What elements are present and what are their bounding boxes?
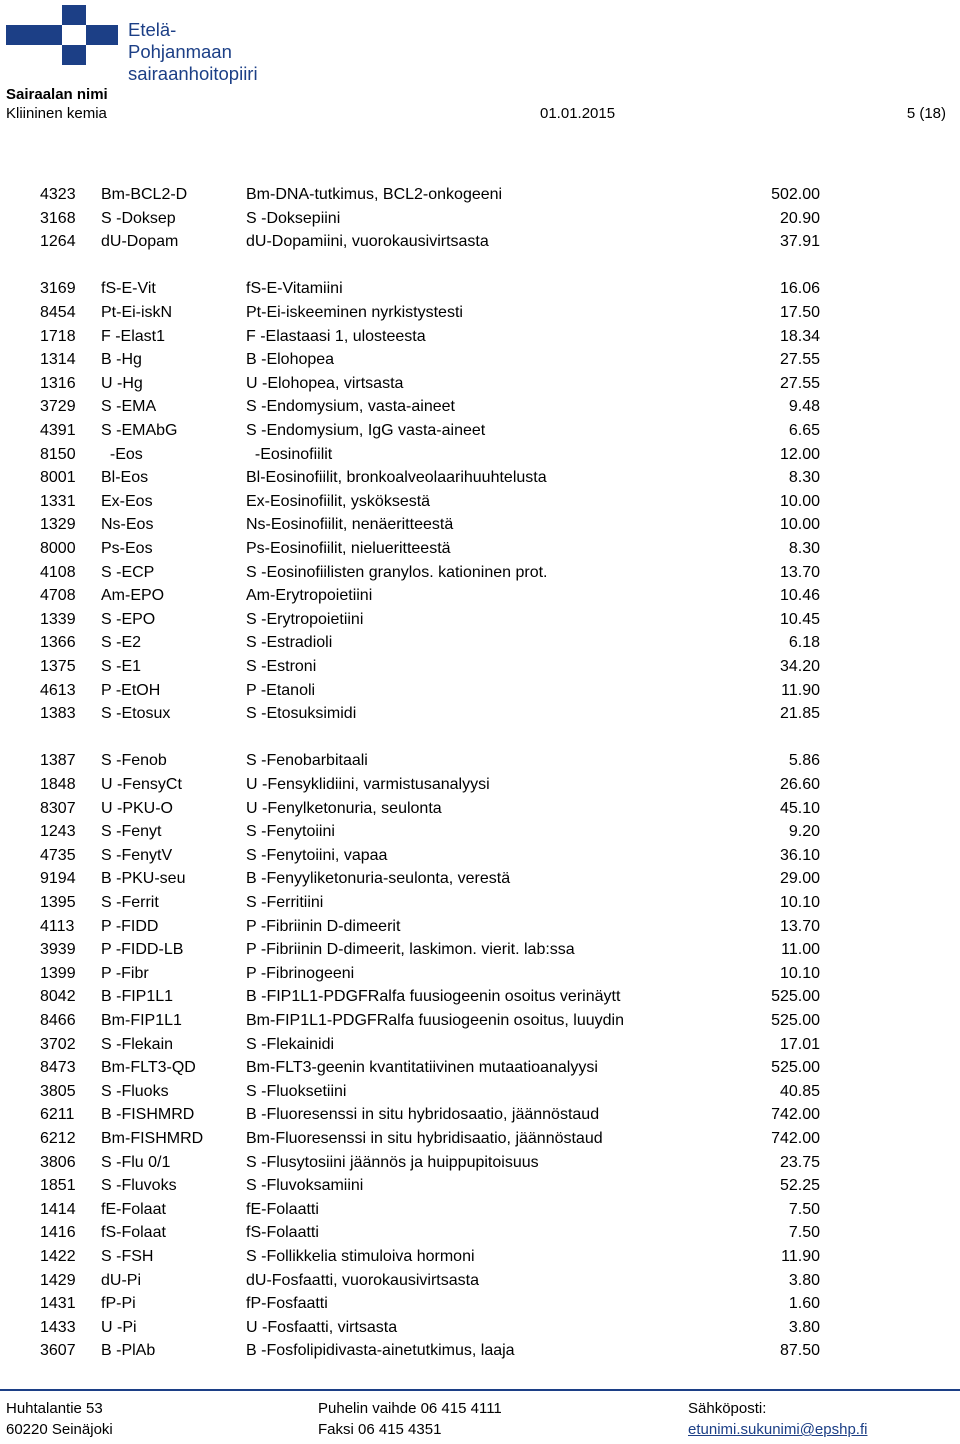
row-number: 1375 <box>40 658 76 675</box>
row-price: 6.18 <box>788 634 820 652</box>
row-number: 1366 <box>40 634 76 652</box>
row-description: B -Fosfolipidivasta-ainetutkimus, laaja <box>246 1342 515 1360</box>
row-number: 8000 <box>40 540 76 557</box>
row-number: 4735 <box>40 846 76 864</box>
row-code: S -Etosux <box>101 705 171 723</box>
row-price: 9.48 <box>788 398 820 416</box>
row-code: dU-Dopam <box>101 233 179 251</box>
row-description: U -Fosfaatti, virtsasta <box>246 1318 398 1336</box>
row-number: 8001 <box>40 469 76 487</box>
row-number: 8307 <box>40 799 76 817</box>
row-description: P -Etanoli <box>246 681 316 699</box>
row-number: 1387 <box>40 752 76 770</box>
row-description: Ps-Eosinofiilit, nielueritteestä <box>246 540 451 557</box>
row-code: B -PKU-seu <box>101 870 186 888</box>
row-description: Ns-Eosinofiilit, nenäeritteestä <box>246 516 454 534</box>
table-row <box>0 939 960 961</box>
row-description: F -Elastaasi 1, ulosteesta <box>246 327 426 345</box>
row-number: 1422 <box>40 1248 76 1265</box>
table-row <box>0 467 960 489</box>
row-code: fS-E-Vit <box>101 280 156 298</box>
row-price: 26.60 <box>779 776 820 793</box>
row-number: 8454 <box>40 304 76 321</box>
row-price: 8.30 <box>788 469 820 487</box>
row-number: 1264 <box>40 233 76 251</box>
row-number: 4613 <box>40 681 76 699</box>
row-price: 3.80 <box>788 1318 820 1336</box>
table-row <box>0 916 960 938</box>
row-price: 27.55 <box>779 351 820 369</box>
table-row <box>0 868 960 890</box>
table-row <box>0 1246 960 1268</box>
row-description: B -Elohopea <box>246 351 335 369</box>
row-code: fE-Folaat <box>101 1200 166 1218</box>
row-number: 4108 <box>40 563 76 581</box>
row-number: 4391 <box>40 422 76 439</box>
row-code: S -E1 <box>101 658 142 675</box>
table-row <box>0 1081 960 1103</box>
footer-email-link[interactable]: etunimi.sukunimi@epshp.fi <box>688 1421 868 1438</box>
row-description: S -Fenobarbitaali <box>246 752 368 770</box>
row-price: 21.85 <box>779 705 820 723</box>
row-price: 502.00 <box>771 186 820 203</box>
table-row <box>0 1175 960 1197</box>
row-code: Bm-FISHMRD <box>101 1130 204 1147</box>
row-description: Pt-Ei-iskeeminen nyrkistystesti <box>246 304 463 321</box>
row-price: 7.50 <box>788 1200 820 1218</box>
row-description: Bm-FIP1L1-PDGFRalfa fuusiogeenin osoitus, luuydin <box>246 1012 624 1029</box>
row-number: 1329 <box>40 516 76 534</box>
table-row <box>0 750 960 772</box>
row-price: 525.00 <box>771 988 820 1006</box>
row-price: 8.30 <box>788 540 820 557</box>
row-code: P -FIDD <box>101 917 159 935</box>
row-price: 10.46 <box>779 587 820 605</box>
row-description: dU-Fosfaatti, vuorokausivirtsasta <box>246 1271 479 1289</box>
table-row <box>0 396 960 418</box>
row-number: 6212 <box>40 1130 76 1147</box>
row-description: B -FIP1L1-PDGFRalfa fuusiogeenin osoitus verinäytt <box>246 988 621 1006</box>
row-description: Bm-Fluoresenssi in situ hybridisaatio, jäännöstaud <box>246 1130 603 1147</box>
row-number: 1243 <box>40 823 76 841</box>
row-price: 525.00 <box>771 1059 820 1077</box>
table-row <box>0 656 960 678</box>
table-row <box>0 821 960 843</box>
row-description: Ex-Eosinofiilit, ysköksestä <box>246 492 431 510</box>
row-code: S -EPO <box>101 610 156 628</box>
logo-line-1: Etelä-Pohjanmaan <box>128 19 232 62</box>
row-code: Bm-FLT3-QD <box>101 1059 196 1077</box>
department: Kliininen kemia <box>6 105 107 122</box>
table-row <box>0 1104 960 1126</box>
row-number: 1851 <box>40 1177 76 1195</box>
table-row <box>0 1222 960 1244</box>
table-row <box>0 1293 960 1315</box>
row-description: fS-E-Vitamiini <box>246 280 343 298</box>
table-row <box>0 231 960 253</box>
row-number: 3607 <box>40 1342 76 1360</box>
table-row <box>0 632 960 654</box>
table-row <box>0 798 960 820</box>
row-number: 1433 <box>40 1318 76 1336</box>
footer-street: Huhtalantie 53 <box>6 1400 103 1417</box>
row-description: P -Fibriinin D-dimeerit, laskimon. vierit. lab:ssa <box>246 941 575 959</box>
row-number: 1383 <box>40 705 76 723</box>
row-description: P -Fibrinogeeni <box>246 964 355 982</box>
row-price: 18.34 <box>779 327 820 345</box>
row-description: S -Endomysium, vasta-aineet <box>246 398 455 416</box>
table-row <box>0 1199 960 1221</box>
row-code: dU-Pi <box>101 1271 142 1289</box>
row-description: B -Fenyyliketonuria-seulonta, verestä <box>246 870 511 888</box>
table-row <box>0 609 960 631</box>
footer-email-label: Sähköposti: <box>688 1400 767 1417</box>
row-code: S -Ferrit <box>101 894 159 911</box>
footer-email-block <box>688 1398 867 1440</box>
table-row <box>0 1270 960 1292</box>
row-description: U -Fensyklidiini, varmistusanalyysi <box>246 776 490 793</box>
row-number: 1416 <box>40 1224 76 1242</box>
row-code: S -FenytV <box>101 846 173 864</box>
row-number: 4113 <box>40 917 75 935</box>
row-description: S -Fenytoiini, vapaa <box>246 846 388 864</box>
row-description: -Eosinofiilit <box>246 445 333 463</box>
table-row <box>0 208 960 230</box>
row-code: P -FIDD-LB <box>101 941 184 959</box>
row-price: 16.06 <box>779 280 820 298</box>
row-code: S -Fenob <box>101 752 167 770</box>
row-price: 87.50 <box>779 1342 820 1360</box>
table-row <box>0 349 960 371</box>
row-number: 1339 <box>40 610 76 628</box>
footer-city: 60220 Seinäjoki <box>6 1421 113 1438</box>
document-date: 01.01.2015 <box>540 105 616 122</box>
row-description: P -Fibriinin D-dimeerit <box>246 917 401 935</box>
row-code: U -FensyCt <box>101 776 182 793</box>
table-row <box>0 444 960 466</box>
row-number: 3939 <box>40 941 76 959</box>
logo-wordmark <box>128 19 258 85</box>
row-code: Am-EPO <box>101 587 165 605</box>
row-description: Bm-DNA-tutkimus, BCL2-onkogeeni <box>246 186 503 203</box>
row-code: fP-Pi <box>101 1295 136 1313</box>
page-number: 5 (18) <box>906 105 946 122</box>
table-row <box>0 278 960 300</box>
table-row <box>0 184 960 206</box>
table-row <box>0 774 960 796</box>
table-row <box>0 963 960 985</box>
row-number: 8466 <box>40 1012 76 1029</box>
row-description: U -Elohopea, virtsasta <box>246 374 404 392</box>
row-description: Bl-Eosinofiilit, bronkoalveolaarihuuhtelusta <box>246 469 547 487</box>
row-description: U -Fenylketonuria, seulonta <box>246 799 442 817</box>
table-row <box>0 986 960 1008</box>
row-price: 10.45 <box>779 610 820 628</box>
row-code: Pt-Ei-iskN <box>101 304 173 321</box>
row-code: S -EMAbG <box>101 422 178 439</box>
table-row <box>0 585 960 607</box>
row-code: U -Hg <box>101 374 143 392</box>
table-row <box>0 1317 960 1339</box>
table-row <box>0 302 960 324</box>
row-code: fS-Folaat <box>101 1224 166 1242</box>
row-code: S -Fluvoks <box>101 1177 177 1195</box>
row-price: 17.50 <box>779 304 820 321</box>
row-number: 3806 <box>40 1153 76 1171</box>
row-description: dU-Dopamiini, vuorokausivirtsasta <box>246 233 489 251</box>
row-price: 10.00 <box>779 492 820 510</box>
row-code: U -Pi <box>101 1318 137 1336</box>
row-price: 7.50 <box>788 1224 820 1242</box>
row-price: 1.60 <box>788 1295 820 1313</box>
row-number: 1848 <box>40 776 76 793</box>
footer-divider <box>0 1389 960 1391</box>
row-number: 1316 <box>40 374 76 392</box>
row-price: 10.00 <box>779 516 820 534</box>
footer-address <box>6 1398 113 1440</box>
row-number: 1331 <box>40 492 76 510</box>
table-row <box>0 326 960 348</box>
row-number: 3168 <box>40 209 76 227</box>
row-code: Bm-FIP1L1 <box>101 1012 182 1029</box>
row-code: F -Elast1 <box>101 327 166 345</box>
row-description: fS-Folaatti <box>246 1224 319 1242</box>
row-number: 1718 <box>40 327 76 345</box>
row-price: 20.90 <box>779 209 820 227</box>
logo-line-2: sairaanhoitopiiri <box>128 63 258 84</box>
footer-phone: Puhelin vaihde 06 415 4111 <box>318 1400 502 1417</box>
footer-fax: Faksi 06 415 4351 <box>318 1421 442 1438</box>
table-row <box>0 538 960 560</box>
row-number: 3729 <box>40 398 76 416</box>
row-description: S -Estroni <box>246 658 317 675</box>
row-number: 1399 <box>40 964 76 982</box>
row-description: S -Fenytoiini <box>246 823 335 841</box>
row-code: U -PKU-O <box>101 799 173 817</box>
row-description: S -Eosinofiilisten granylos. kationinen prot. <box>246 563 548 581</box>
row-number: 1431 <box>40 1295 76 1313</box>
table-row <box>0 892 960 914</box>
table-row <box>0 373 960 395</box>
row-number: 1314 <box>40 351 76 369</box>
row-code: S -Fluoks <box>101 1082 169 1100</box>
table-row <box>0 1340 960 1362</box>
row-description: S -Estradioli <box>246 634 333 652</box>
row-number: 1414 <box>40 1200 76 1218</box>
row-description: S -Follikkelia stimuloiva hormoni <box>246 1248 475 1265</box>
row-code: S -Flu 0/1 <box>101 1153 171 1171</box>
row-price: 36.10 <box>779 846 820 864</box>
row-code: S -Doksep <box>101 209 176 227</box>
row-price: 45.10 <box>779 799 820 817</box>
row-price: 23.75 <box>779 1153 820 1171</box>
row-number: 3169 <box>40 280 76 298</box>
row-number: 8042 <box>40 988 76 1006</box>
row-number: 1395 <box>40 894 76 911</box>
row-description: S -Etosuksimidi <box>246 705 357 723</box>
row-code: S -ECP <box>101 563 155 581</box>
row-price: 29.00 <box>779 870 820 888</box>
row-code: P -EtOH <box>101 681 161 699</box>
table-row <box>0 514 960 536</box>
row-description: fP-Fosfaatti <box>246 1295 328 1313</box>
row-description: S -Endomysium, IgG vasta-aineet <box>246 422 486 439</box>
table-row <box>0 1057 960 1079</box>
row-price: 12.00 <box>779 445 820 463</box>
row-code: S -FSH <box>101 1248 154 1265</box>
row-description: S -Flekainidi <box>246 1035 335 1053</box>
row-price: 742.00 <box>771 1106 820 1124</box>
row-code: S -Flekain <box>101 1035 174 1053</box>
table-row <box>0 1152 960 1174</box>
row-code: Ps-Eos <box>101 540 153 557</box>
row-description: S -Fluoksetiini <box>246 1082 347 1100</box>
row-price: 10.10 <box>779 964 820 982</box>
row-code: Ns-Eos <box>101 516 154 534</box>
row-price: 3.80 <box>788 1271 820 1289</box>
row-code: B -FIP1L1 <box>101 988 174 1006</box>
row-price: 13.70 <box>779 917 820 935</box>
logo-cross-icon <box>6 5 118 65</box>
row-description: S -Flusytosiini jäännös ja huippupitoisuus <box>246 1153 539 1171</box>
row-number: 6211 <box>40 1106 75 1124</box>
table-row <box>0 562 960 584</box>
table-row <box>0 1034 960 1056</box>
row-code: B -FISHMRD <box>101 1106 195 1124</box>
row-number: 9194 <box>40 870 76 888</box>
row-code: S -EMA <box>101 398 157 416</box>
table-row <box>0 1128 960 1150</box>
row-code: B -PlAb <box>101 1342 156 1360</box>
row-number: 8150 <box>40 445 76 463</box>
table-row <box>0 845 960 867</box>
table-row <box>0 491 960 513</box>
row-price: 10.10 <box>779 894 820 911</box>
table-row <box>0 703 960 725</box>
row-code: S -Fenyt <box>101 823 162 841</box>
row-description: S -Doksepiini <box>246 209 341 227</box>
footer-contact <box>318 1398 502 1440</box>
row-price: 11.90 <box>781 681 820 699</box>
row-price: 13.70 <box>779 563 820 581</box>
row-price: 11.90 <box>781 1248 820 1265</box>
row-code: P -Fibr <box>101 964 149 982</box>
hospital-name: Sairaalan nimi <box>6 86 108 103</box>
row-code: B -Hg <box>101 351 142 369</box>
row-description: Bm-FLT3-geenin kvantitatiivinen mutaatioanalyysi <box>246 1059 598 1077</box>
row-price: 525.00 <box>771 1012 820 1029</box>
row-price: 9.20 <box>788 823 820 841</box>
row-price: 5.86 <box>788 752 820 770</box>
row-price: 37.91 <box>779 233 820 251</box>
row-price: 6.65 <box>788 422 820 439</box>
row-description: B -Fluoresenssi in situ hybridosaatio, jäännöstaud <box>246 1106 600 1124</box>
row-price: 17.01 <box>779 1035 820 1053</box>
row-price: 11.00 <box>781 941 820 959</box>
row-price: 52.25 <box>779 1177 820 1195</box>
row-number: 3805 <box>40 1082 76 1100</box>
row-description: S -Erytropoietiini <box>246 610 364 628</box>
row-code: S -E2 <box>101 634 142 652</box>
row-price: 742.00 <box>771 1130 820 1147</box>
row-code: Bl-Eos <box>101 469 149 487</box>
row-price: 40.85 <box>779 1082 820 1100</box>
row-description: S -Fluvoksamiini <box>246 1177 364 1195</box>
row-number: 4323 <box>40 186 76 203</box>
row-number: 4708 <box>40 587 76 605</box>
row-code: -Eos <box>101 445 143 463</box>
row-description: Am-Erytropoietiini <box>246 587 373 605</box>
row-number: 8473 <box>40 1059 76 1077</box>
row-number: 3702 <box>40 1035 76 1053</box>
hospital-logo <box>6 5 258 84</box>
table-row <box>0 680 960 702</box>
row-code: Bm-BCL2-D <box>101 186 188 203</box>
row-code: Ex-Eos <box>101 492 153 510</box>
row-number: 1429 <box>40 1271 76 1289</box>
row-price: 34.20 <box>779 658 820 675</box>
table-row <box>0 1010 960 1032</box>
row-description: S -Ferritiini <box>246 894 324 911</box>
table-row <box>0 420 960 442</box>
row-price: 27.55 <box>779 374 820 392</box>
row-description: fE-Folaatti <box>246 1200 319 1218</box>
